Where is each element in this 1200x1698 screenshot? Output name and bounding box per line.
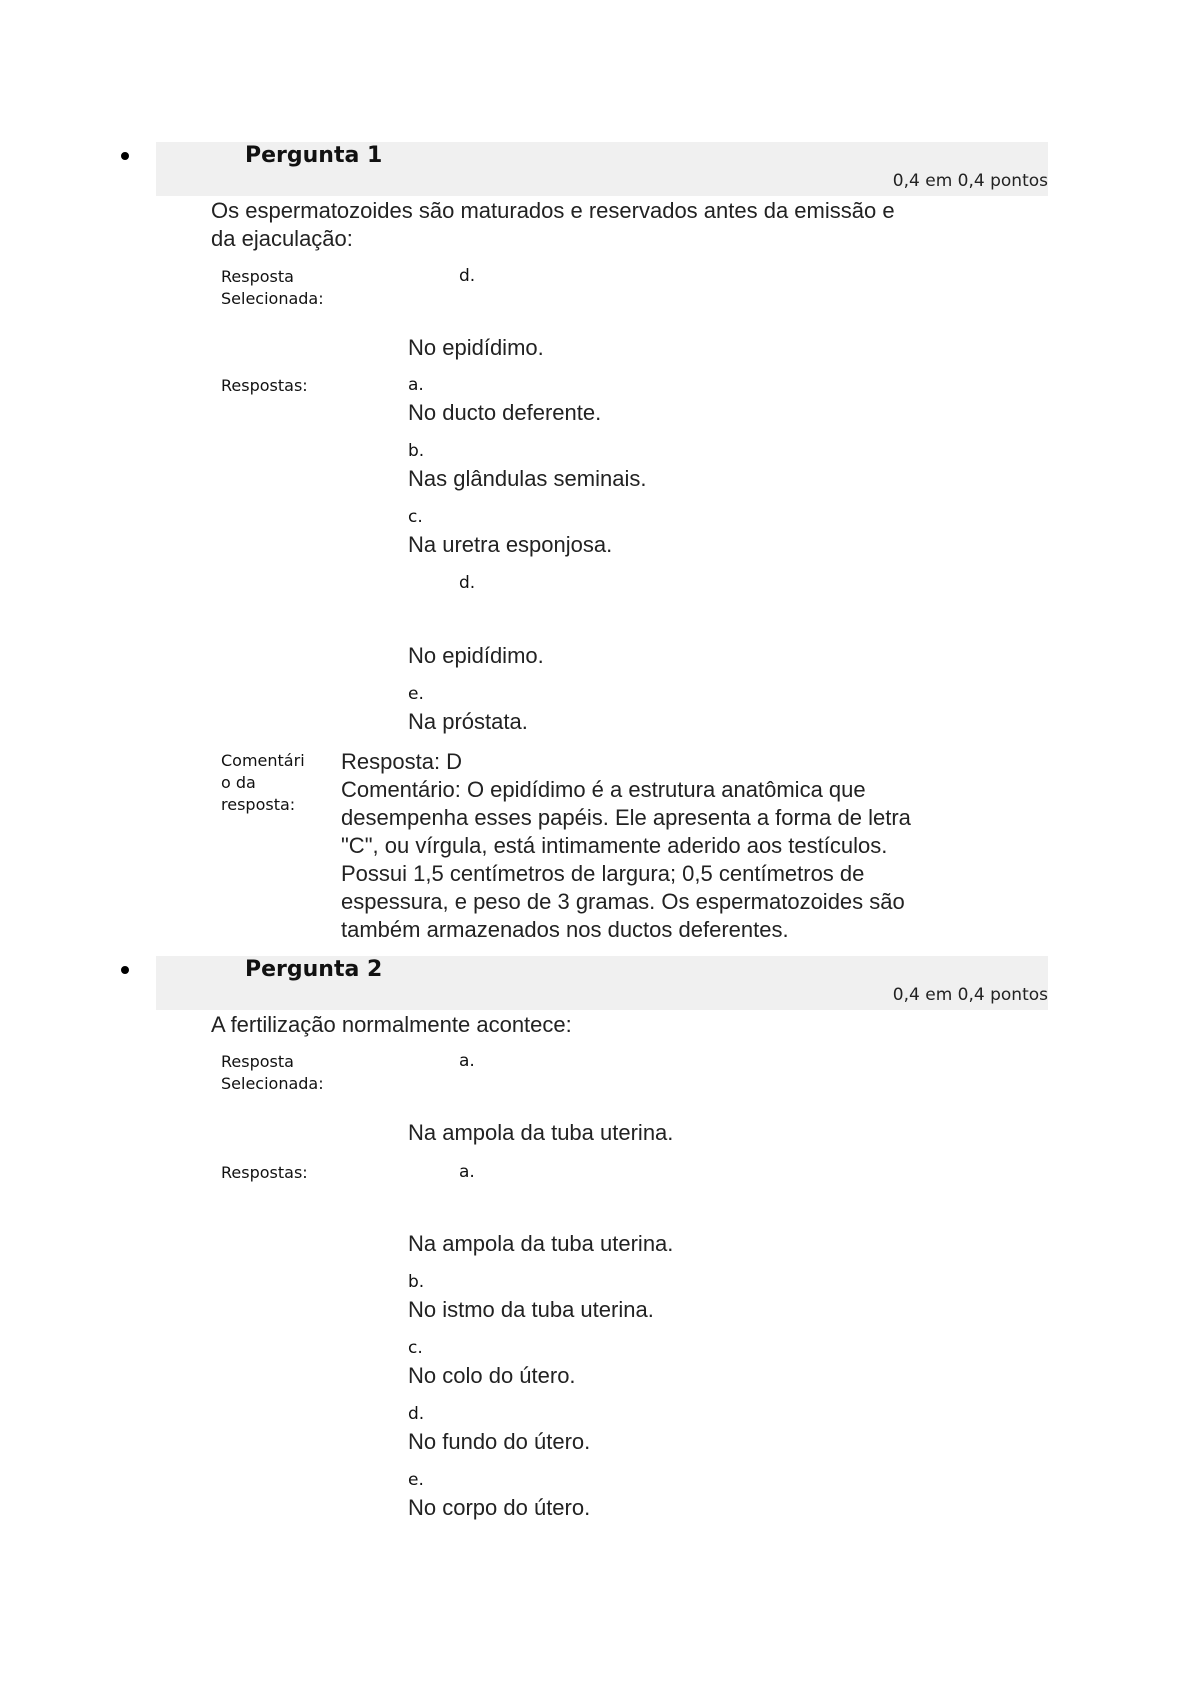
answer-letter: e. [408,684,424,704]
comment-label: o da [221,773,256,792]
answer-text: No fundo do útero. [408,1429,591,1454]
selected-answer-label: Selecionada: [221,1074,324,1093]
question-title: Pergunta 2 [245,957,383,982]
comment-line: Possui 1,5 centímetros de largura; 0,5 centímetros de [341,861,865,886]
list-bullet [121,966,129,974]
selected-answer-text: No epidídimo. [408,335,544,360]
answer-letter: d. [459,573,476,593]
question-points: 0,4 em 0,4 pontos [892,985,1048,1005]
selected-answer-letter: a. [459,1051,475,1071]
comment-label: Comentári [221,751,305,770]
comment-line: Resposta: D [341,749,463,774]
answer-letter: b. [408,441,425,461]
list-bullet [121,152,129,160]
comment-line: desempenha esses papéis. Ele apresenta a forma de letra [341,805,911,830]
selected-answer-letter: d. [459,266,476,286]
answer-letter: c. [408,507,423,527]
comment-line: espessura, e peso de 3 gramas. Os espermatozoides são [341,889,905,914]
answers-label: Respostas: [221,1163,308,1182]
answer-letter: a. [408,375,424,395]
answer-text: No colo do útero. [408,1363,576,1388]
answers-label: Respostas: [221,376,308,395]
answer-letter: a. [459,1162,475,1182]
answer-letter: b. [408,1272,425,1292]
comment-label: resposta: [221,795,296,814]
answer-text: Na ampola da tuba uterina. [408,1231,674,1256]
answer-text: No ducto deferente. [408,400,602,425]
question-stem: Os espermatozoides são maturados e reservados antes da emissão e [211,198,895,223]
selected-answer-label: Selecionada: [221,289,324,308]
selected-answer-label: Resposta [221,267,294,286]
comment-line: "C", ou vírgula, está intimamente aderido aos testículos. [341,833,888,858]
answer-letter: d. [408,1404,425,1424]
question-stem: da ejaculação: [211,226,353,251]
answer-letter: c. [408,1338,423,1358]
question-points: 0,4 em 0,4 pontos [892,171,1048,191]
answer-text: Na próstata. [408,709,528,734]
answer-text: No istmo da tuba uterina. [408,1297,654,1322]
selected-answer-text: Na ampola da tuba uterina. [408,1120,674,1145]
comment-line: também armazenados nos ductos deferentes. [341,917,789,942]
selected-answer-label: Resposta [221,1052,294,1071]
question-title: Pergunta 1 [245,143,383,168]
comment-line: Comentário: O epidídimo é a estrutura anatômica que [341,777,866,802]
answer-text: Nas glândulas seminais. [408,466,647,491]
answer-text: No epidídimo. [408,643,544,668]
answer-text: No corpo do útero. [408,1495,591,1520]
answer-text: Na uretra esponjosa. [408,532,613,557]
answer-letter: e. [408,1470,424,1490]
question-stem: A fertilização normalmente acontece: [211,1012,572,1037]
